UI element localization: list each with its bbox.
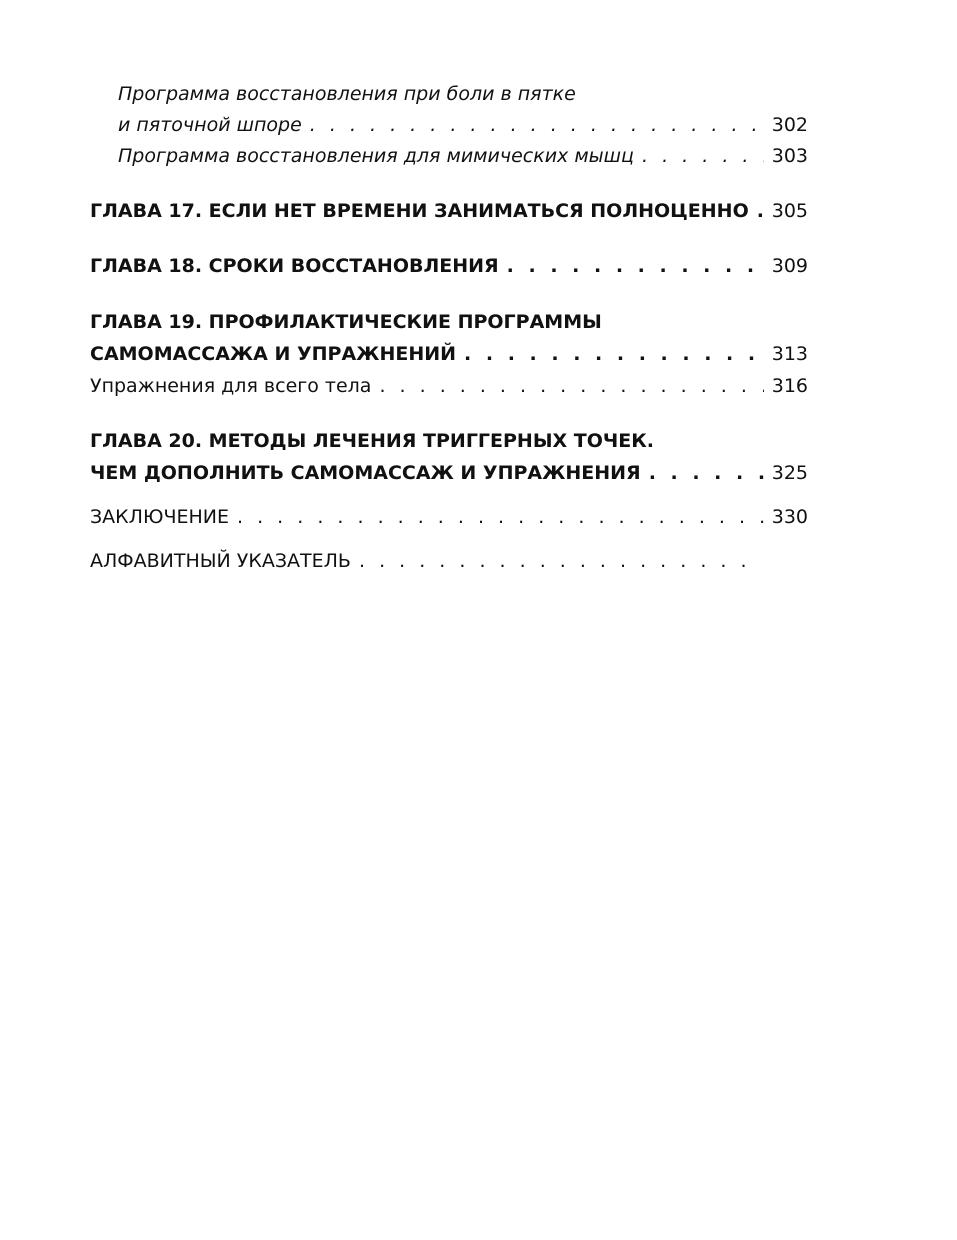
toc-entry-text: ГЛАВА 17. ЕСЛИ НЕТ ВРЕМЕНИ ЗАНИМАТЬСЯ ПОЛНОЦЕННО (90, 200, 749, 222)
toc-entry-chapter-20-line1 (90, 426, 808, 456)
toc-entry-chapter-17[interactable] (90, 196, 808, 226)
toc-entry-facial-muscles[interactable] (118, 141, 808, 171)
toc-entry-text: АЛФАВИТНЫЙ УКАЗАТЕЛЬ (90, 550, 351, 572)
table-of-contents (90, 0, 808, 1240)
toc-entry-chapter-19[interactable] (90, 339, 808, 369)
dot-leader (642, 141, 764, 171)
toc-entry-text: САМОМАССАЖА И УПРАЖНЕНИЙ (90, 343, 457, 365)
toc-entry-chapter-20[interactable] (90, 458, 808, 488)
toc-entry-chapter-18[interactable] (90, 251, 808, 281)
toc-page-number: 316 (771, 375, 808, 397)
toc-entry-whole-body-exercises[interactable] (90, 371, 808, 401)
toc-entry-text: ГЛАВА 18. СРОКИ ВОССТАНОВЛЕНИЯ (90, 255, 499, 277)
toc-entry-conclusion[interactable] (90, 502, 808, 532)
toc-entry-heel-pain-line1 (118, 79, 808, 109)
toc-page-number: 330 (771, 506, 808, 528)
dot-leader (757, 196, 764, 226)
toc-entry-alphabetical-index[interactable] (90, 546, 808, 576)
dot-leader (359, 546, 754, 576)
toc-page-number: 303 (771, 145, 808, 167)
dot-leader (379, 371, 763, 401)
toc-entry-text: ГЛАВА 20. МЕТОДЫ ЛЕЧЕНИЯ ТРИГГЕРНЫХ ТОЧЕК. (90, 430, 654, 452)
toc-entry-chapter-19-line1 (90, 307, 808, 337)
dot-leader (310, 110, 764, 140)
toc-page-number: 309 (771, 255, 808, 277)
toc-entry-text: Упражнения для всего тела (90, 375, 372, 397)
toc-entry-text: ЗАКЛЮЧЕНИЕ (90, 506, 230, 528)
dot-leader (507, 251, 764, 281)
dot-leader (649, 458, 764, 488)
toc-page-number: 313 (771, 343, 808, 365)
toc-page-number: 302 (771, 114, 808, 136)
toc-entry-heel-pain[interactable] (118, 110, 808, 140)
toc-entry-text: Программа восстановления при боли в пятке (118, 83, 576, 105)
toc-page-number: 325 (771, 462, 808, 484)
toc-entry-text: Программа восстановления для мимических мышц (118, 145, 634, 167)
toc-entry-text: ЧЕМ ДОПОЛНИТЬ САМОМАССАЖ И УПРАЖНЕНИЯ (90, 462, 641, 484)
toc-page-number: 305 (771, 200, 808, 222)
toc-entry-text: ГЛАВА 19. ПРОФИЛАКТИЧЕСКИЕ ПРОГРАММЫ (90, 311, 602, 333)
dot-leader (237, 502, 764, 532)
toc-entry-text: и пяточной шпоре (118, 114, 302, 136)
dot-leader (464, 339, 764, 369)
